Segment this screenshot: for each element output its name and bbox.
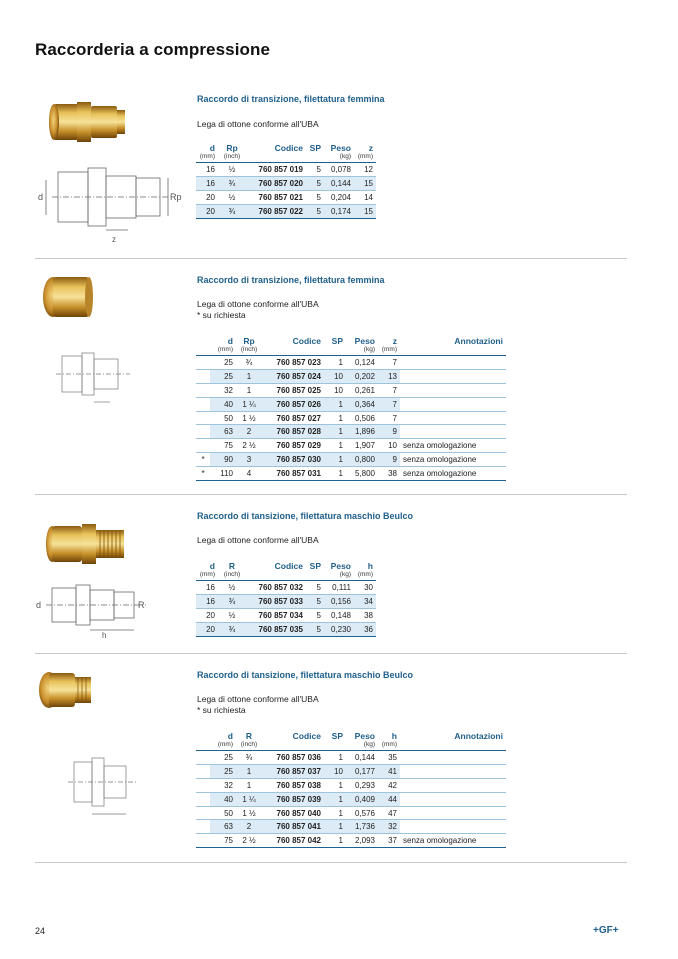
unit-label: (kg) <box>324 571 354 581</box>
table-cell: 760 857 035 <box>246 622 306 636</box>
table-row <box>196 190 376 204</box>
section-4-title: Raccordo di tansizione, filettatura maschio Beulco <box>197 670 414 680</box>
fitting-photo-male-small <box>42 516 132 572</box>
table-cell: 0,156 <box>324 594 354 608</box>
table-cell: 1 ¼ <box>236 792 262 806</box>
column-header: SP <box>309 143 321 153</box>
table-cell: 1 <box>324 356 346 370</box>
table-cell <box>400 397 506 411</box>
table-cell: ¾ <box>218 622 246 636</box>
table-cell: 20 <box>196 204 218 218</box>
column-header: z <box>368 143 373 153</box>
table-cell: 0,364 <box>346 397 378 411</box>
table-cell: 0,261 <box>346 383 378 397</box>
spec-table-4 <box>196 730 506 848</box>
table-cell: 1 <box>324 834 346 848</box>
column-header: Rp <box>226 143 238 153</box>
table-cell: 10 <box>324 369 346 383</box>
table-row <box>196 751 506 765</box>
table-row <box>196 453 506 467</box>
unit-label: (mm) <box>196 571 218 581</box>
spec-table-1 <box>196 142 376 219</box>
table-cell: 4 <box>236 467 262 481</box>
request-marker <box>196 751 210 765</box>
table-row <box>196 608 376 622</box>
table-cell: 1 <box>324 453 346 467</box>
table-header-row <box>196 730 506 741</box>
table-cell: 42 <box>378 778 400 792</box>
column-header: h <box>391 731 397 741</box>
table-cell: 760 857 029 <box>262 439 324 453</box>
request-marker <box>196 369 210 383</box>
request-marker <box>196 411 210 425</box>
column-header: d <box>227 731 233 741</box>
table-cell: 0,078 <box>324 163 354 177</box>
table-cell: 1 <box>236 778 262 792</box>
fitting-drawing-female-large <box>40 348 140 408</box>
table-cell: 1 ½ <box>236 411 262 425</box>
table-cell: 38 <box>354 608 376 622</box>
table-row <box>196 356 506 370</box>
table-cell: 760 857 031 <box>262 467 324 481</box>
table-cell: 13 <box>378 369 400 383</box>
unit-label <box>262 346 324 356</box>
table-cell: 7 <box>378 383 400 397</box>
column-header: Peso <box>354 731 375 741</box>
column-header: R <box>245 731 253 741</box>
spec-table-2 <box>196 335 506 481</box>
table-cell: 10 <box>324 383 346 397</box>
table-cell: 9 <box>378 453 400 467</box>
unit-label: (kg) <box>346 346 378 356</box>
page-title: Raccorderia a compressione <box>35 40 271 59</box>
table-cell: 30 <box>354 581 376 595</box>
table-units-row <box>196 346 506 356</box>
table-cell: 32 <box>210 778 236 792</box>
table-row <box>196 163 376 177</box>
table-units-row <box>196 741 506 751</box>
table-cell: 1,907 <box>346 439 378 453</box>
table-cell: 63 <box>210 425 236 439</box>
table-cell: 760 857 032 <box>246 581 306 595</box>
table-cell: 9 <box>378 425 400 439</box>
unit-label: (mm) <box>378 346 400 356</box>
table-cell: 25 <box>210 356 236 370</box>
table-cell: 2 ½ <box>236 834 262 848</box>
table-cell: 0,204 <box>324 190 354 204</box>
drawing-label-d: d <box>38 192 44 202</box>
table-cell: 1 <box>324 820 346 834</box>
table-cell: 760 857 019 <box>246 163 306 177</box>
table-cell: 7 <box>378 411 400 425</box>
table-cell: senza omologazione <box>400 439 506 453</box>
table-cell: ¾ <box>218 594 246 608</box>
table-cell: 1 ¼ <box>236 397 262 411</box>
table-cell: 1 <box>236 764 262 778</box>
unit-label <box>324 346 346 356</box>
table-cell: 1 <box>236 369 262 383</box>
column-header: Codice <box>274 561 303 571</box>
table-cell <box>400 820 506 834</box>
table-cell: 34 <box>354 594 376 608</box>
table-cell: 760 857 025 <box>262 383 324 397</box>
table-row <box>196 397 506 411</box>
table-cell: 760 857 040 <box>262 806 324 820</box>
column-header: Annotazioni <box>454 336 503 346</box>
table-cell: 40 <box>210 397 236 411</box>
table-cell: 20 <box>196 190 218 204</box>
table-cell: 0,177 <box>346 764 378 778</box>
table-cell <box>400 425 506 439</box>
table-cell: 1,896 <box>346 425 378 439</box>
column-header: h <box>367 561 373 571</box>
table-row <box>196 467 506 481</box>
table-cell <box>400 751 506 765</box>
unit-label <box>262 741 324 751</box>
drawing-label-d: d <box>36 600 42 610</box>
table-cell: 10 <box>324 764 346 778</box>
unit-label <box>324 741 346 751</box>
table-row <box>196 594 376 608</box>
fitting-photo-female-small <box>45 92 135 152</box>
unit-label: (inch) <box>236 741 262 751</box>
column-header: SP <box>331 336 343 346</box>
table-cell: 5 <box>306 163 324 177</box>
table-cell: 1 ½ <box>236 806 262 820</box>
request-marker <box>196 834 210 848</box>
table-cell: ¾ <box>218 176 246 190</box>
table-cell: 75 <box>210 439 236 453</box>
column-header: Codice <box>292 336 321 346</box>
table-cell: 3 <box>236 453 262 467</box>
table-cell: senza omologazione <box>400 467 506 481</box>
table-cell: 5 <box>306 581 324 595</box>
unit-label <box>400 741 506 751</box>
column-header: SP <box>331 731 343 741</box>
table-cell: 2 <box>236 820 262 834</box>
table-row <box>196 622 376 636</box>
table-row <box>196 792 506 806</box>
request-marker: * <box>196 467 210 481</box>
table-cell: 7 <box>378 356 400 370</box>
table-cell <box>400 806 506 820</box>
fitting-drawing-female-small <box>28 160 188 250</box>
table-cell: 760 857 028 <box>262 425 324 439</box>
separator <box>35 653 627 654</box>
table-cell: 760 857 021 <box>246 190 306 204</box>
section-2-title: Raccordo di transizione, filettatura femmina <box>197 275 385 285</box>
fitting-photo-female-large <box>35 272 95 322</box>
unit-label: (mm) <box>210 741 236 751</box>
table-cell: 12 <box>354 163 376 177</box>
column-header: Annotazioni <box>454 731 503 741</box>
table-row <box>196 411 506 425</box>
request-marker <box>196 397 210 411</box>
table-cell: 1 <box>324 439 346 453</box>
table-cell: 2,093 <box>346 834 378 848</box>
table-cell: 16 <box>196 581 218 595</box>
table-cell: 0,202 <box>346 369 378 383</box>
drawing-label-h: h <box>102 631 107 640</box>
table-cell: 5 <box>306 190 324 204</box>
table-row <box>196 834 506 848</box>
table-cell: 41 <box>378 764 400 778</box>
table-cell: 1 <box>324 411 346 425</box>
table-cell <box>400 383 506 397</box>
table-cell: 760 857 027 <box>262 411 324 425</box>
section-2-description-2: * su richiesta <box>197 310 246 320</box>
request-marker <box>196 383 210 397</box>
fitting-drawing-male-small <box>28 580 188 640</box>
table-cell: 760 857 026 <box>262 397 324 411</box>
table-cell: 0,148 <box>324 608 354 622</box>
drawing-label-r: R <box>138 600 145 610</box>
request-marker <box>196 439 210 453</box>
unit-label <box>306 571 324 581</box>
column-header: d <box>209 143 215 153</box>
table-cell: 760 857 022 <box>246 204 306 218</box>
table-cell <box>400 411 506 425</box>
unit-label: (mm) <box>354 571 376 581</box>
section-3-description: Lega di ottone conforme all'UBA <box>197 535 319 545</box>
table-cell: 47 <box>378 806 400 820</box>
table-cell: 1 <box>324 806 346 820</box>
fitting-photo-male-large <box>35 668 95 712</box>
table-cell: 5 <box>306 176 324 190</box>
column-header: Peso <box>330 561 351 571</box>
page-number: 24 <box>35 926 46 936</box>
column-header: SP <box>309 561 321 571</box>
table-cell: 16 <box>196 163 218 177</box>
table-cell: 5 <box>306 622 324 636</box>
table-cell: 10 <box>378 439 400 453</box>
column-header: R <box>228 561 236 571</box>
table-cell: 760 857 037 <box>262 764 324 778</box>
unit-label: (inch) <box>236 346 262 356</box>
table-header-row <box>196 335 506 346</box>
request-marker <box>196 806 210 820</box>
table-cell: 5 <box>306 608 324 622</box>
table-cell: 1 <box>324 467 346 481</box>
section-4-description-1: Lega di ottone conforme all'UBA <box>197 694 319 704</box>
table-row <box>196 425 506 439</box>
table-cell: 25 <box>210 369 236 383</box>
table-cell: 25 <box>210 751 236 765</box>
table-row <box>196 383 506 397</box>
unit-label: (mm) <box>210 346 236 356</box>
table-header-row <box>196 142 376 153</box>
table-cell: ½ <box>218 163 246 177</box>
table-cell: 38 <box>378 467 400 481</box>
table-cell: 50 <box>210 411 236 425</box>
table-cell: ½ <box>218 608 246 622</box>
table-cell: 2 <box>236 425 262 439</box>
table-row <box>196 581 376 595</box>
table-cell: 1 <box>324 425 346 439</box>
table-row <box>196 204 376 218</box>
unit-label <box>306 153 324 163</box>
table-cell <box>400 764 506 778</box>
section-2-description-1: Lega di ottone conforme all'UBA <box>197 299 319 309</box>
table-cell: 0,293 <box>346 778 378 792</box>
drawing-label-rp: Rp <box>170 192 182 202</box>
table-cell: 760 857 030 <box>262 453 324 467</box>
table-cell: ½ <box>218 581 246 595</box>
table-cell: 37 <box>378 834 400 848</box>
table-row <box>196 764 506 778</box>
table-cell: 15 <box>354 176 376 190</box>
table-cell <box>400 792 506 806</box>
section-4-description-2: * su richiesta <box>197 705 246 715</box>
table-cell: 760 857 039 <box>262 792 324 806</box>
unit-label: (kg) <box>346 741 378 751</box>
table-cell: 1 <box>324 792 346 806</box>
unit-label <box>246 153 306 163</box>
unit-label: (mm) <box>378 741 400 751</box>
section-1-title: Raccordo di transizione, filettatura femmina <box>197 94 385 104</box>
table-cell: 0,144 <box>324 176 354 190</box>
table-cell: 0,144 <box>346 751 378 765</box>
table-cell: 35 <box>378 751 400 765</box>
column-header: Peso <box>330 143 351 153</box>
column-header: Codice <box>274 143 303 153</box>
column-header: d <box>209 561 215 571</box>
table-cell: 63 <box>210 820 236 834</box>
column-header: d <box>227 336 233 346</box>
table-cell: 14 <box>354 190 376 204</box>
table-row <box>196 778 506 792</box>
table-cell: 110 <box>210 467 236 481</box>
table-cell: 0,506 <box>346 411 378 425</box>
table-row <box>196 820 506 834</box>
table-cell: 0,576 <box>346 806 378 820</box>
request-marker <box>196 792 210 806</box>
separator <box>35 862 627 863</box>
drawing-label-z: z <box>112 235 116 244</box>
table-cell: 36 <box>354 622 376 636</box>
table-cell: ¾ <box>236 356 262 370</box>
table-cell: ¾ <box>218 204 246 218</box>
table-cell: 25 <box>210 764 236 778</box>
table-cell <box>400 369 506 383</box>
table-header-row <box>196 560 376 571</box>
table-cell: 760 857 033 <box>246 594 306 608</box>
table-cell: 15 <box>354 204 376 218</box>
table-cell: 0,800 <box>346 453 378 467</box>
column-header: Peso <box>354 336 375 346</box>
table-cell: 0,124 <box>346 356 378 370</box>
table-cell: 44 <box>378 792 400 806</box>
table-cell: 32 <box>210 383 236 397</box>
table-cell: 16 <box>196 594 218 608</box>
table-units-row <box>196 571 376 581</box>
table-row <box>196 806 506 820</box>
table-cell: 16 <box>196 176 218 190</box>
unit-label: (mm) <box>196 153 218 163</box>
request-marker <box>196 778 210 792</box>
separator <box>35 494 627 495</box>
column-header: z <box>392 336 397 346</box>
table-cell: 1 <box>236 383 262 397</box>
table-cell: 0,409 <box>346 792 378 806</box>
table-cell: 1 <box>324 397 346 411</box>
request-marker <box>196 425 210 439</box>
table-cell <box>400 778 506 792</box>
table-cell: 760 857 038 <box>262 778 324 792</box>
unit-label: (inch) <box>218 571 246 581</box>
table-cell: 5,800 <box>346 467 378 481</box>
table-cell: 760 857 041 <box>262 820 324 834</box>
unit-label: (inch) <box>218 153 246 163</box>
table-cell: ½ <box>218 190 246 204</box>
table-cell: 1 <box>324 751 346 765</box>
unit-label <box>246 571 306 581</box>
column-header: Codice <box>292 731 321 741</box>
table-cell: 0,230 <box>324 622 354 636</box>
table-cell: 40 <box>210 792 236 806</box>
section-3-title: Raccordo di tansizione, filettatura maschio Beulco <box>197 511 414 521</box>
table-cell: 1,736 <box>346 820 378 834</box>
table-cell: 90 <box>210 453 236 467</box>
request-marker: * <box>196 453 210 467</box>
table-cell: 75 <box>210 834 236 848</box>
table-cell: 0,111 <box>324 581 354 595</box>
table-cell: 760 857 023 <box>262 356 324 370</box>
table-cell: 20 <box>196 608 218 622</box>
table-cell: 1 <box>324 778 346 792</box>
table-cell: ¾ <box>236 751 262 765</box>
table-cell: senza omologazione <box>400 834 506 848</box>
spec-table-3 <box>196 560 376 637</box>
fitting-drawing-male-large <box>52 752 142 822</box>
column-header: Rp <box>243 336 255 346</box>
unit-label: (mm) <box>354 153 376 163</box>
table-cell <box>400 356 506 370</box>
table-row <box>196 369 506 383</box>
table-cell: 5 <box>306 204 324 218</box>
table-cell: senza omologazione <box>400 453 506 467</box>
table-cell: 20 <box>196 622 218 636</box>
table-cell: 760 857 024 <box>262 369 324 383</box>
table-units-row <box>196 153 376 163</box>
unit-label <box>400 346 506 356</box>
gf-logo: +GF+ <box>593 925 619 936</box>
request-marker <box>196 764 210 778</box>
unit-label: (kg) <box>324 153 354 163</box>
table-cell: 0,174 <box>324 204 354 218</box>
table-row <box>196 176 376 190</box>
table-cell: 5 <box>306 594 324 608</box>
table-cell: 7 <box>378 397 400 411</box>
request-marker <box>196 356 210 370</box>
table-cell: 2 ½ <box>236 439 262 453</box>
table-cell: 50 <box>210 806 236 820</box>
table-cell: 760 857 042 <box>262 834 324 848</box>
table-cell: 32 <box>378 820 400 834</box>
table-cell: 760 857 036 <box>262 751 324 765</box>
section-1-description: Lega di ottone conforme all'UBA <box>197 119 319 129</box>
separator <box>35 258 627 259</box>
table-cell: 760 857 034 <box>246 608 306 622</box>
request-marker <box>196 820 210 834</box>
table-cell: 760 857 020 <box>246 176 306 190</box>
table-row <box>196 439 506 453</box>
